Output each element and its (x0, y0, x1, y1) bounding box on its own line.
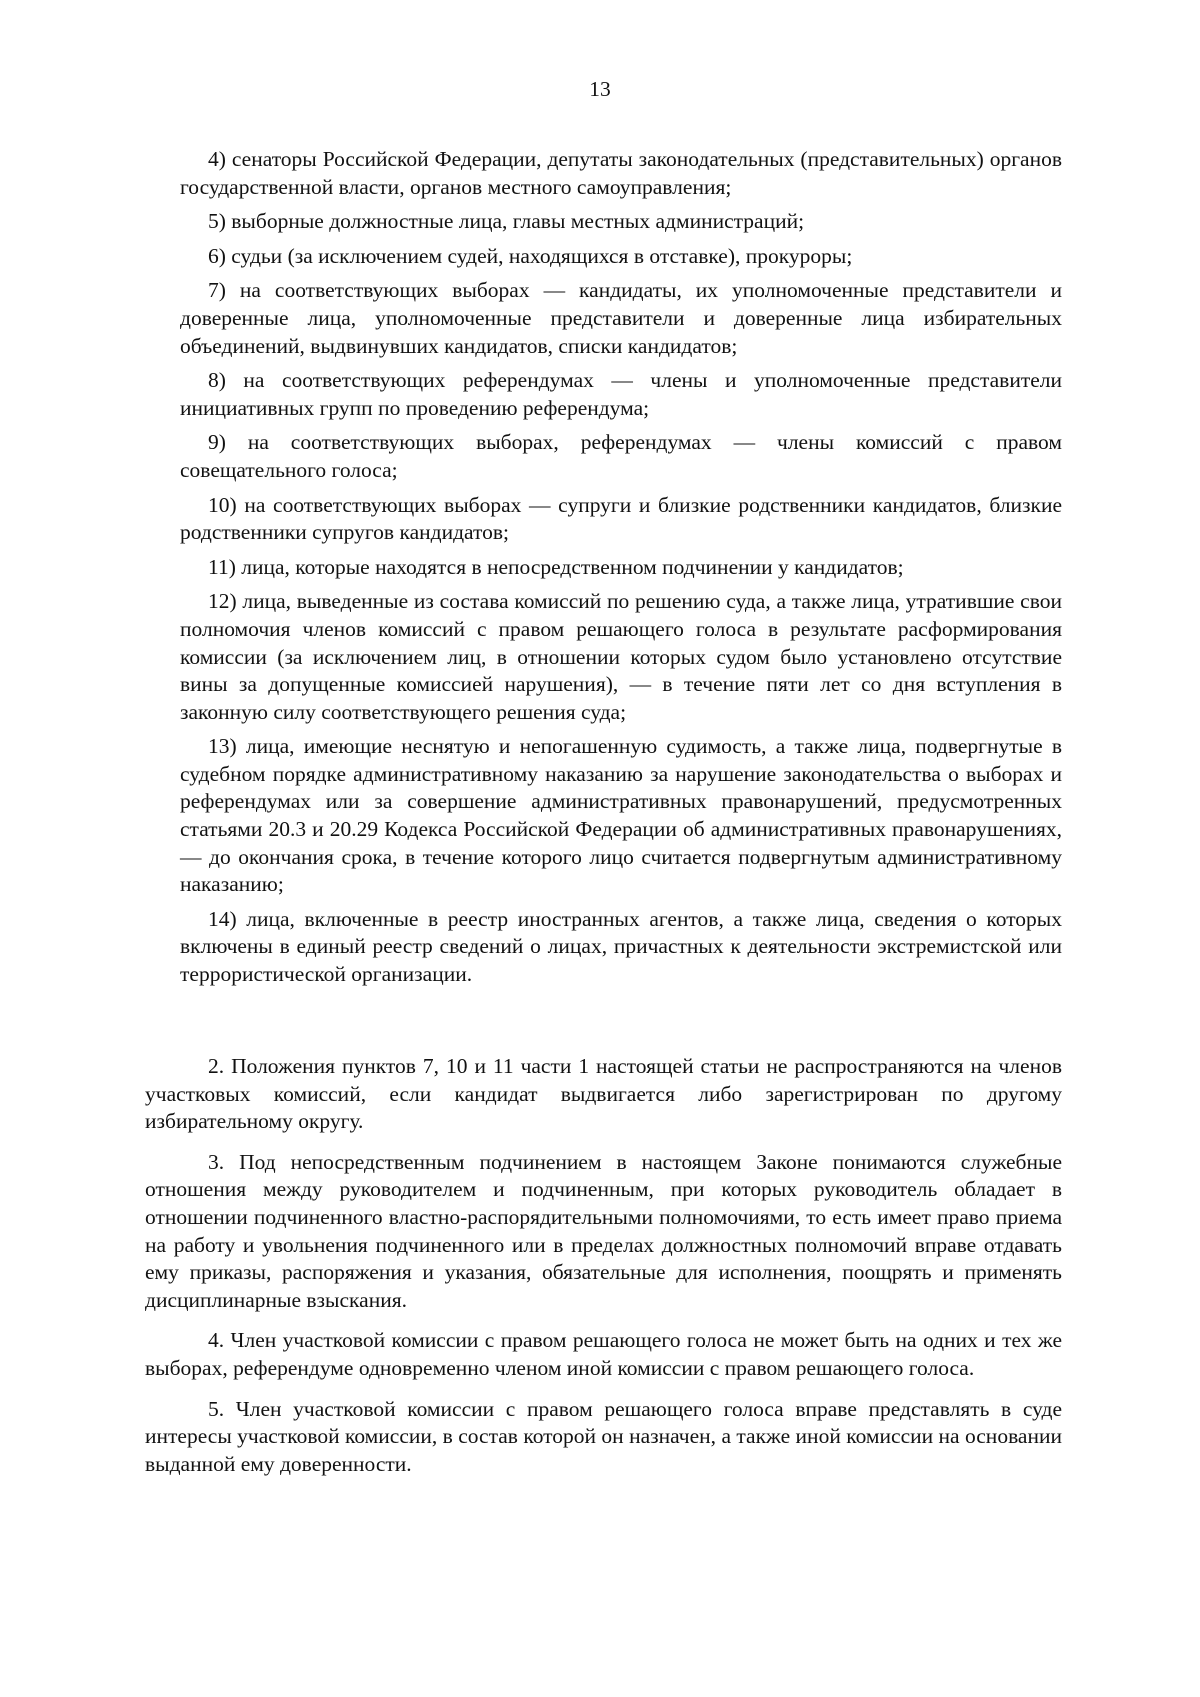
list-item-10: 10) на соответствующих выборах — супруги и близкие родственники кандидатов, близкие родственники супругов кандидатов; (180, 492, 1062, 545)
list-item-12: 12) лица, выведенные из состава комиссий по решению суда, а также лица, утратившие свои полномочия членов комиссий с правом решающего голоса в результате расформирования комиссии (за исключением лиц, в отношении которых судом было установлено отсутствие вины за допущенные комиссией нарушения), — в течение пяти лет со дня вступления в законную силу соответствующего решения суда; (180, 589, 1062, 724)
list-item-9: 9) на соответствующих выборах, референдумах — члены комиссий с правом совещательного голоса; (180, 430, 1062, 482)
list-item-8: 8) на соответствующих референдумах — члены и уполномоченные представители инициативных групп по проведению референдума; (180, 368, 1062, 420)
list-item-5: 5) выборные должностные лица, главы местных администраций; (208, 209, 805, 234)
paragraph-3: 3. Под непосредственным подчинением в настоящем Законе понимаются служебные отношения между руководителем и подчиненным, при которых руководитель обладает в отношении подчиненного властно-распорядительными полномочиями, то есть имеет право приема на работу и увольнения подчиненного или в пределах должностных полномочий вправе отдавать ему приказы, распоряжения и указания, обязательные для исполнения, поощрять и применять дисциплинарные взыскания. (145, 1149, 1062, 1312)
paragraph-4: 4. Член участковой комиссии с правом решающего голоса не может быть на одних и тех же выборах, референдуме одновременно членом иной комиссии с правом решающего голоса. (145, 1328, 1062, 1380)
list-item-4: 4) сенаторы Российской Федерации, депутаты законодательных (представительных) органов государственной власти, органов местного самоуправления; (180, 147, 1062, 199)
paragraph-2: 2. Положения пунктов 7, 10 и 11 части 1 настоящей статьи не распространяются на членов участковых комиссий, если кандидат выдвигается либо зарегистрирован по другому избирательному округу. (145, 1054, 1062, 1134)
list-item-13: 13) лица, имеющие неснятую и непогашенную судимость, а также лица, подвергнутые в судебном порядке административному наказанию за нарушение законодательства о выборах и референдумах или за совершение административных правонарушений, предусмотренных статьями 20.3 и 20.29 Кодекса Российской Федерации об административных правонарушениях, — до окончания срока, в течение которого лицо считается подвергнутым административному наказанию; (180, 734, 1062, 897)
paragraph-5: 5. Член участковой комиссии с правом решающего голоса вправе представлять в суде интересы участковой комиссии, в состав которой он назначен, а также иной комиссии на основании выданной ему доверенности. (145, 1396, 1062, 1476)
list-item-7: 7) на соответствующих выборах — кандидаты, их уполномоченные представители и доверенные лица, уполномоченные представители и доверенные лица избирательных объединений, выдвинувших кандидатов, списки кандидатов; (180, 278, 1062, 358)
list-section (180, 146, 1062, 996)
list-item-6: 6) судьи (за исключением судей, находящихся в отставке), прокуроры; (208, 243, 853, 268)
list-item-11: 11) лица, которые находятся в непосредственном подчинении у кандидатов; (208, 554, 904, 579)
body-section (145, 1053, 1062, 1491)
page-number: 13 (589, 77, 611, 101)
list-item-14: 14) лица, включенные в реестр иностранных агентов, а также лица, сведения о которых включены в единый реестр сведений о лицах, причастных к деятельности экстремистской или террористической организации. (180, 906, 1062, 987)
